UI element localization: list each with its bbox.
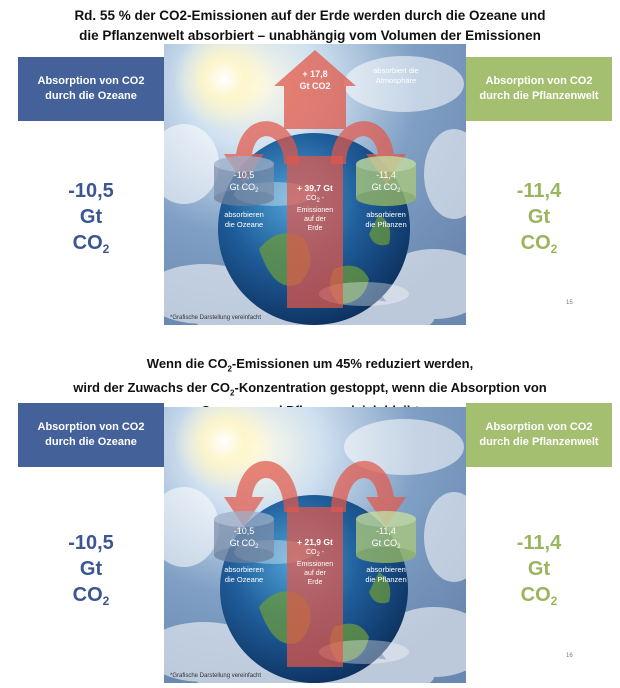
- footnote: *Grafische Darstellung vereinfacht: [170, 673, 262, 679]
- value-gas: $CO_2$: [520, 232, 558, 256]
- emission-column: [287, 507, 343, 667]
- plant-absorption-box: [466, 57, 612, 121]
- value-number: -11,4: [516, 532, 562, 554]
- earth-co2-scene: [164, 44, 466, 325]
- value-unit: Gt: [79, 206, 103, 228]
- plant-cylinder-label: -11,4 Gt $CO_2$: [371, 170, 401, 194]
- atmosphere-increase-label: + 17,8 Gt CO2: [299, 69, 331, 91]
- plant-absorption-box: [466, 403, 612, 467]
- ocean-cylinder-label: -10,5 Gt $CO_2$: [229, 526, 259, 550]
- box-line: durch die Ozeane: [45, 90, 137, 102]
- ocean-cylinder-label: -10,5 Gt $CO_2$: [229, 170, 259, 194]
- slide-1: [0, 0, 620, 335]
- ocean-absorption-box: [18, 57, 164, 121]
- title-line: die Pflanzenwelt absorbiert – unabhängig vom Volumen der Emissionen: [79, 28, 541, 43]
- earth-co2-scene: [164, 407, 466, 683]
- plant-caption: absorbieren die Pflanzen: [365, 210, 407, 229]
- value-number: -10,5: [68, 180, 114, 202]
- box-line: Absorption von CO2: [37, 421, 145, 433]
- plant-absorption-value: [466, 178, 612, 262]
- slide-2: [0, 345, 620, 688]
- box-line: Absorption von CO2: [485, 75, 593, 87]
- value-unit: Gt: [527, 206, 551, 228]
- ocean-absorption-value: [18, 178, 164, 262]
- plant-absorption-value: [466, 530, 612, 614]
- value-gas: $CO_2$: [72, 232, 110, 256]
- value-gas: $CO_2$: [72, 584, 110, 608]
- title-line: wird der Zuwachs der $CO_2$-Konzentration gestoppt, wenn die Absorption von: [73, 379, 547, 398]
- title-line: Wenn die $CO_2$-Emissionen um 45% reduziert werden,: [146, 356, 474, 374]
- box-line: durch die Ozeane: [45, 436, 137, 448]
- value-unit: Gt: [527, 558, 551, 580]
- title-line: Rd. 55 % der CO2-Emissionen auf der Erde werden durch die Ozeane und: [74, 8, 546, 23]
- box-line: Absorption von CO2: [37, 75, 145, 87]
- value-number: -10,5: [68, 532, 114, 554]
- atmosphere-caption: absorbiert die Atmosphäre: [373, 66, 419, 85]
- box-line: durch die Pflanzenwelt: [479, 436, 599, 448]
- page-number: 16: [566, 653, 573, 659]
- slide-title: [0, 6, 620, 46]
- page-number: 15: [566, 300, 573, 306]
- ocean-absorption-box: [18, 403, 164, 467]
- value-gas: $CO_2$: [520, 584, 558, 608]
- footnote: *Grafische Darstellung vereinfacht: [170, 315, 262, 321]
- value-unit: Gt: [79, 558, 103, 580]
- plant-caption: absorbieren die Pflanzen: [365, 565, 407, 584]
- ocean-caption: absorbieren die Ozeane: [224, 565, 264, 584]
- ocean-caption: absorbieren die Ozeane: [224, 210, 264, 229]
- ocean-absorption-value: [18, 530, 164, 614]
- box-line: durch die Pflanzenwelt: [479, 90, 599, 102]
- emission-label: + 39,7 Gt $CO_2$ - Emissionen auf der Erde: [296, 183, 334, 232]
- emission-label: + 21,9 Gt $CO_2$ - Emissionen auf der Erde: [296, 537, 334, 586]
- box-line: Absorption von CO2: [485, 421, 593, 433]
- plant-cylinder-label: -11,4 Gt $CO_2$: [371, 526, 401, 550]
- value-number: -11,4: [516, 180, 562, 202]
